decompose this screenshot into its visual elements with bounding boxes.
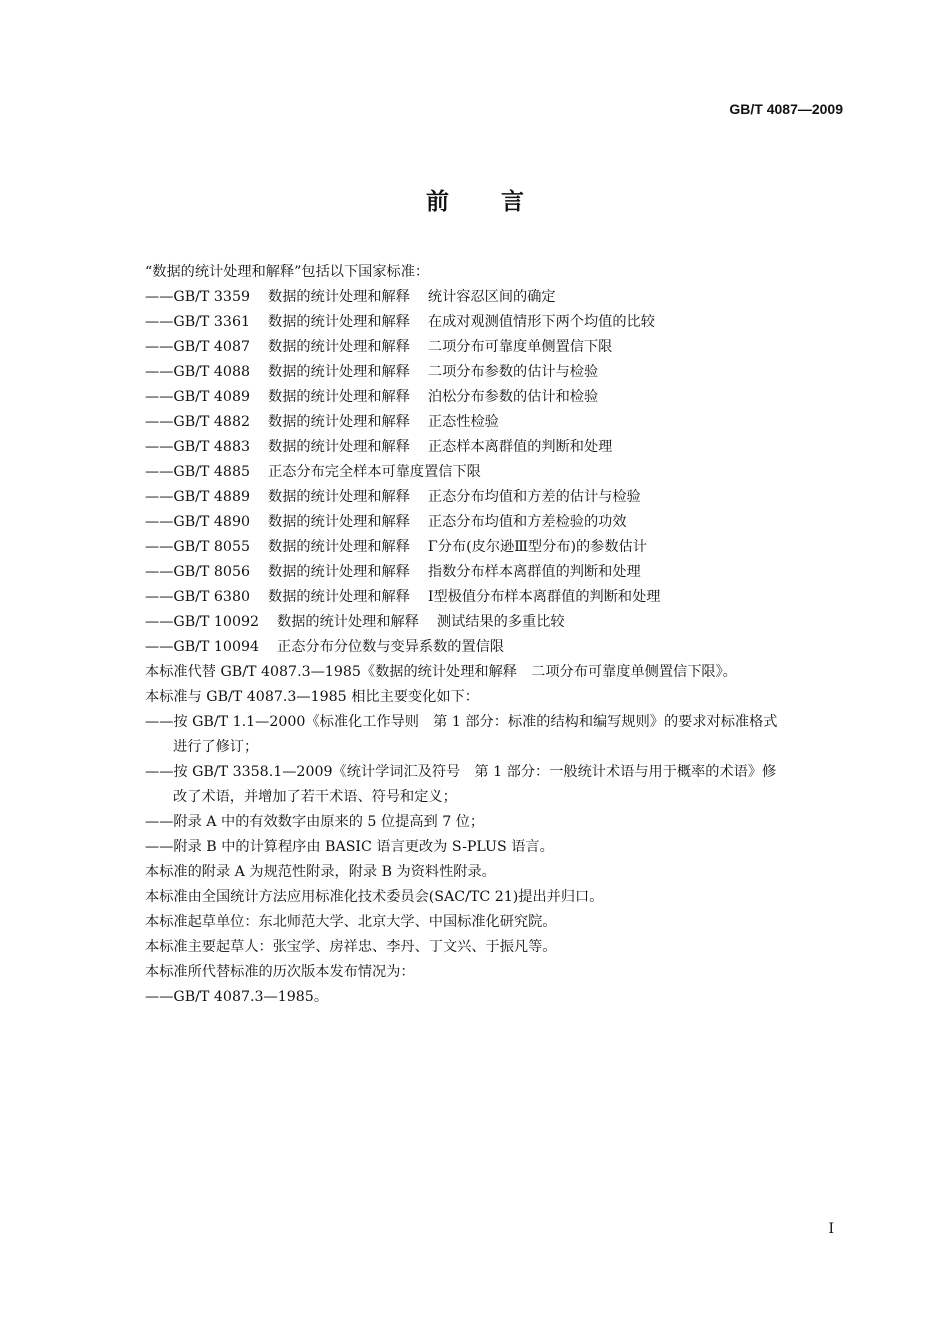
change-item-continuation: 进行了修订；: [173, 739, 259, 755]
standard-topic: 测试结果的多重比较: [436, 614, 565, 630]
change-item: ——附录 A 中的有效数字由原来的 5 位提高到 7 位；: [145, 814, 485, 830]
standard-item: [145, 335, 845, 360]
standard-code: ——GB/T 8055: [145, 539, 250, 555]
standard-series: 数据的统计处理和解释: [268, 339, 410, 355]
standard-series: 数据的统计处理和解释: [268, 314, 410, 330]
standard-series: 数据的统计处理和解释: [268, 414, 410, 430]
standard-series: 数据的统计处理和解释: [268, 589, 410, 605]
standard-code: ——GB/T 4087: [145, 339, 250, 355]
standard-series: 数据的统计处理和解释: [268, 289, 410, 305]
standard-topic: 正态分布均值和方差的估计与检验: [427, 489, 641, 505]
foreword-body: [145, 260, 845, 1010]
standard-item: [145, 485, 845, 510]
standard-item: [145, 285, 845, 310]
change-item: ——按 GB/T 3358.1—2009《统计学词汇及符号 第 1 部分：一般统计术语与用于概率的术语》修: [145, 764, 777, 780]
standard-series: 数据的统计处理和解释: [268, 514, 410, 530]
standard-item: [145, 360, 845, 385]
standard-number: GB/T 4087—2009: [729, 101, 843, 117]
standards-list: [145, 285, 845, 660]
standard-topic: 二项分布参数的估计与检验: [427, 364, 599, 380]
history-item: ——GB/T 4087.3—1985。: [145, 989, 329, 1005]
standard-code: ——GB/T 4882: [145, 414, 250, 430]
standard-item: [145, 560, 845, 585]
intro-paragraph: “数据的统计处理和解释”包括以下国家标准：: [145, 264, 430, 280]
change-item: ——按 GB/T 1.1—2000《标准化工作导则 第 1 部分：标准的结构和编写规则》的要求对标准格式: [145, 714, 778, 730]
standard-topic: 统计容忍区间的确定: [427, 289, 556, 305]
standard-series: 数据的统计处理和解释: [268, 364, 410, 380]
standard-code: ——GB/T 4883: [145, 439, 250, 455]
standard-item: [145, 410, 845, 435]
page-title: 前言: [426, 189, 576, 215]
standard-topic: 正态分布均值和方差检验的功效: [427, 514, 627, 530]
standard-topic: 泊松分布参数的估计和检验: [427, 389, 599, 405]
standard-item: [145, 310, 845, 335]
standard-code: ——GB/T 4889: [145, 489, 250, 505]
standard-item: [145, 635, 845, 660]
standard-series: 数据的统计处理和解释: [277, 614, 419, 630]
standard-topic: 指数分布样本离群值的判断和处理: [427, 564, 641, 580]
standard-series: 正态分布分位数与变异系数的置信限: [277, 639, 505, 655]
standard-series: 正态分布完全样本可靠度置信下限: [268, 464, 481, 480]
standard-item: [145, 460, 845, 485]
standard-code: ——GB/T 10092: [145, 614, 260, 630]
standard-code: ——GB/T 4088: [145, 364, 250, 380]
standard-code: ——GB/T 4890: [145, 514, 250, 530]
standard-code: ——GB/T 8056: [145, 564, 250, 580]
standard-topic: 正态性检验: [427, 414, 499, 430]
standard-series: 数据的统计处理和解释: [268, 539, 410, 555]
standard-topic: 在成对观测值情形下两个均值的比较: [427, 314, 655, 330]
proposed-by: 本标准由全国统计方法应用标准化技术委员会(SAC/TC 21)提出并归口。: [145, 889, 604, 905]
standard-series: 数据的统计处理和解释: [268, 564, 410, 580]
standard-topic: 正态样本离群值的判断和处理: [427, 439, 613, 455]
standard-code: ——GB/T 4089: [145, 389, 250, 405]
change-item-continuation: 改了术语，并增加了若干术语、符号和定义；: [173, 789, 457, 805]
change-item: ——附录 B 中的计算程序由 BASIC 语言更改为 S-PLUS 语言。: [145, 839, 554, 855]
changes-list: [145, 710, 845, 860]
standard-series: 数据的统计处理和解释: [268, 489, 410, 505]
changes-intro: 本标准与 GB/T 4087.3—1985 相比主要变化如下：: [145, 689, 479, 705]
standard-series: 数据的统计处理和解释: [268, 389, 410, 405]
drafting-units: 本标准起草单位：东北师范大学、北京大学、中国标准化研究院。: [145, 914, 557, 930]
standard-code: ——GB/T 3359: [145, 289, 250, 305]
drafters: 本标准主要起草人：张宝学、房祥忠、李丹、丁文兴、于振凡等。: [145, 939, 557, 955]
standard-item: [145, 610, 845, 635]
page-number: Ⅰ: [828, 1221, 834, 1237]
history-intro: 本标准所代替标准的历次版本发布情况为：: [145, 964, 415, 980]
standard-item: [145, 585, 845, 610]
standard-series: 数据的统计处理和解释: [268, 439, 410, 455]
standard-item: [145, 510, 845, 535]
replaces-paragraph: 本标准代替 GB/T 4087.3—1985《数据的统计处理和解释 二项分布可靠度单侧置信下限》。: [145, 664, 737, 680]
standard-topic: Γ分布(皮尔逊Ⅲ型分布)的参数估计: [427, 539, 647, 555]
standard-topic: Ⅰ型极值分布样本离群值的判断和处理: [427, 589, 661, 605]
standard-code: ——GB/T 4885: [145, 464, 250, 480]
standard-code: ——GB/T 3361: [145, 314, 250, 330]
standard-item: [145, 435, 845, 460]
standard-item: [145, 535, 845, 560]
standard-item: [145, 385, 845, 410]
standard-code: ——GB/T 10094: [145, 639, 260, 655]
annex-note: 本标准的附录 A 为规范性附录，附录 B 为资料性附录。: [145, 864, 496, 880]
standard-code: ——GB/T 6380: [145, 589, 250, 605]
standard-topic: 二项分布可靠度单侧置信下限: [427, 339, 613, 355]
